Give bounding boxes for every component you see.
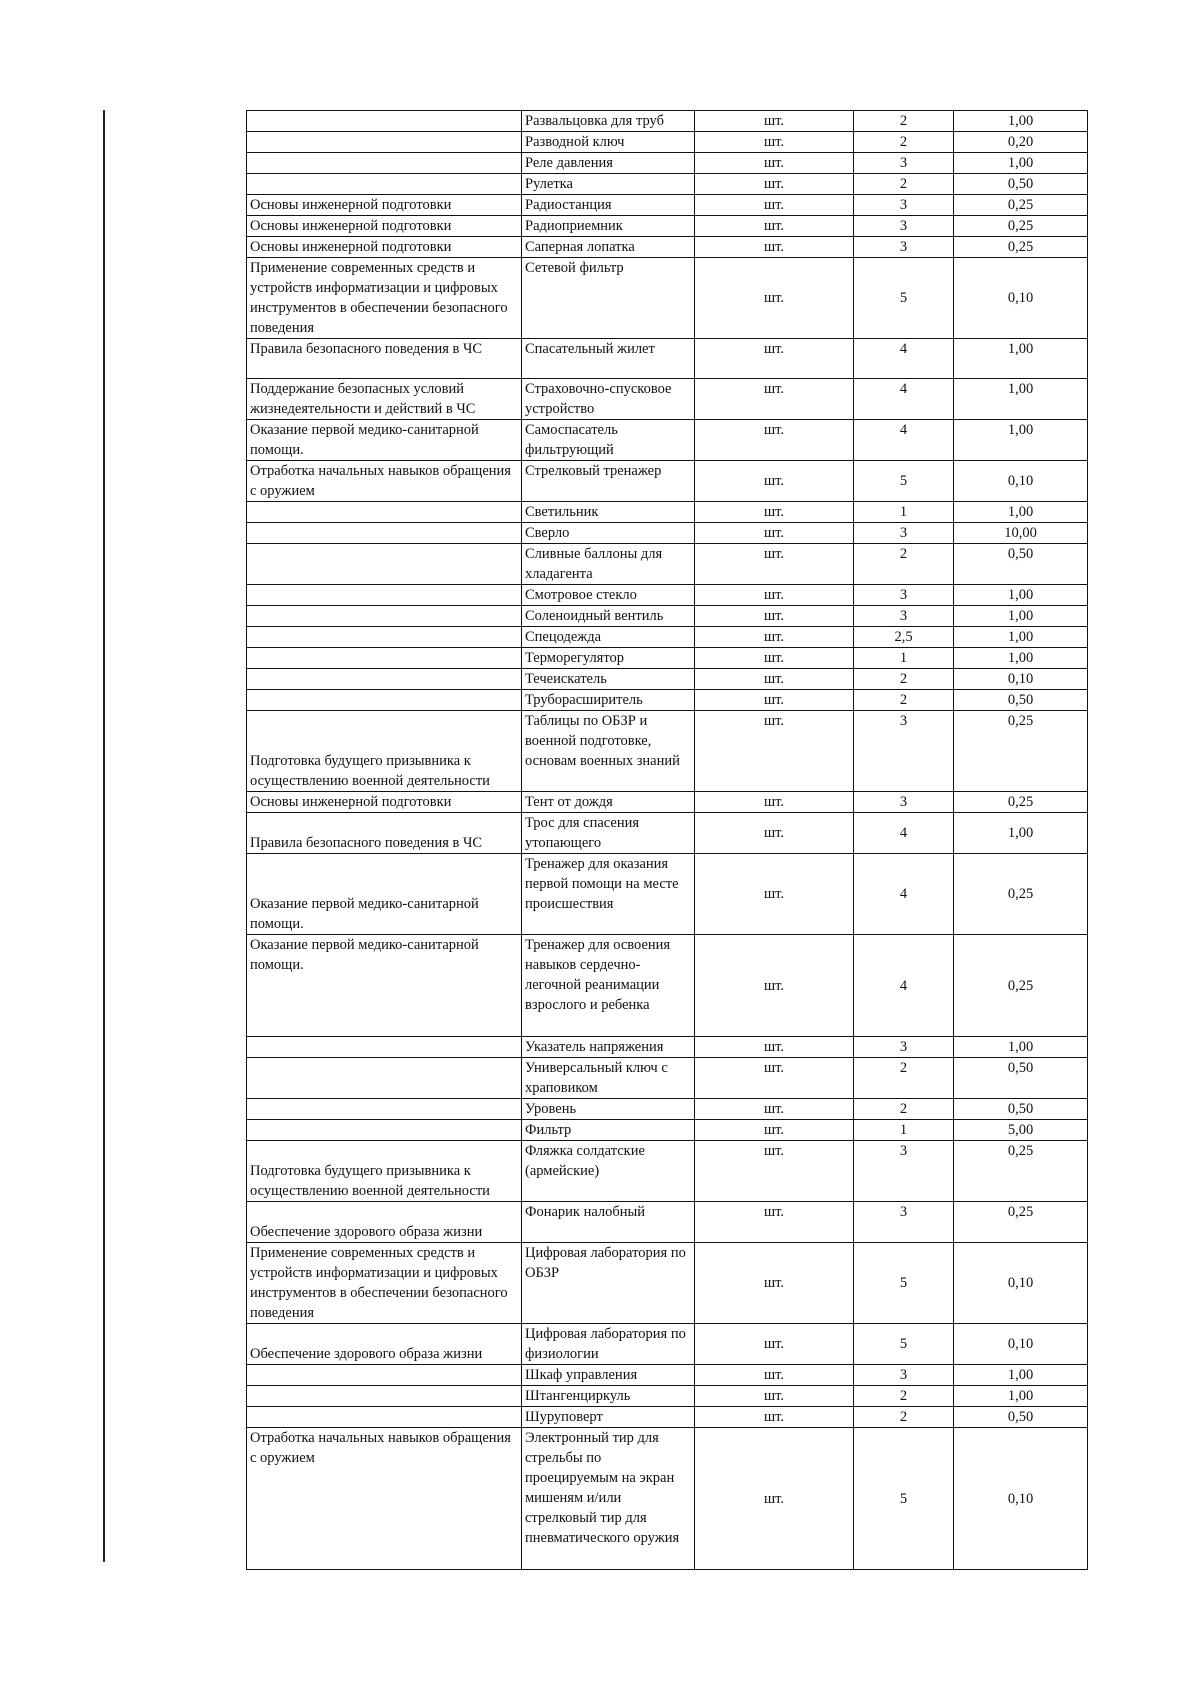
item-cell: Соленоидный вентиль	[522, 606, 695, 627]
coef-cell: 1,00	[954, 502, 1088, 523]
unit-cell: шт.	[695, 1365, 854, 1386]
item-cell: Развальцовка для труб	[522, 111, 695, 132]
qty-cell: 5	[854, 258, 954, 339]
qty-cell: 3	[854, 216, 954, 237]
item-cell: Трос для спасения утопающего	[522, 813, 695, 854]
table-row	[247, 1407, 1088, 1428]
coef-cell: 0,10	[954, 669, 1088, 690]
table-row	[247, 1202, 1088, 1243]
purpose-cell: Основы инженерной подготовки	[247, 216, 522, 237]
unit-cell: шт.	[695, 935, 854, 1037]
purpose-cell: Правила безопасного поведения в ЧС	[247, 339, 522, 379]
qty-cell: 2	[854, 1099, 954, 1120]
coef-cell: 0,10	[954, 1428, 1088, 1570]
table-row	[247, 792, 1088, 813]
item-cell: Рулетка	[522, 174, 695, 195]
unit-cell: шт.	[695, 792, 854, 813]
table-row	[247, 461, 1088, 502]
purpose-cell	[247, 1037, 522, 1058]
table-row	[247, 237, 1088, 258]
coef-cell: 0,10	[954, 461, 1088, 502]
table-row	[247, 813, 1088, 854]
table-row	[247, 132, 1088, 153]
unit-cell: шт.	[695, 711, 854, 792]
qty-cell: 4	[854, 339, 954, 379]
unit-cell: шт.	[695, 153, 854, 174]
item-cell: Разводной ключ	[522, 132, 695, 153]
table-row	[247, 1141, 1088, 1202]
qty-cell: 5	[854, 461, 954, 502]
unit-cell: шт.	[695, 237, 854, 258]
item-cell: Электронный тир для стрельбы по проецируемым на экран мишеням и/или стрелковый тир для пневматического оружия	[522, 1428, 695, 1570]
qty-cell: 2	[854, 174, 954, 195]
item-cell: Сверло	[522, 523, 695, 544]
table-row	[247, 544, 1088, 585]
purpose-cell	[247, 669, 522, 690]
coef-cell: 0,25	[954, 195, 1088, 216]
table-row	[247, 648, 1088, 669]
unit-cell: шт.	[695, 1120, 854, 1141]
qty-cell: 3	[854, 585, 954, 606]
unit-cell: шт.	[695, 1141, 854, 1202]
coef-cell: 0,50	[954, 690, 1088, 711]
purpose-cell	[247, 627, 522, 648]
unit-cell: шт.	[695, 854, 854, 935]
item-cell: Спасательный жилет	[522, 339, 695, 379]
qty-cell: 2	[854, 1407, 954, 1428]
item-cell: Штангенциркуль	[522, 1386, 695, 1407]
item-cell: Фонарик налобный	[522, 1202, 695, 1243]
table-row	[247, 195, 1088, 216]
coef-cell: 0,25	[954, 216, 1088, 237]
coef-cell: 1,00	[954, 585, 1088, 606]
purpose-cell	[247, 523, 522, 544]
coef-cell: 5,00	[954, 1120, 1088, 1141]
item-cell: Уровень	[522, 1099, 695, 1120]
unit-cell: шт.	[695, 544, 854, 585]
purpose-cell	[247, 648, 522, 669]
item-cell: Сливные баллоны для хладагента	[522, 544, 695, 585]
qty-cell: 1	[854, 1120, 954, 1141]
qty-cell: 3	[854, 195, 954, 216]
coef-cell: 0,10	[954, 1243, 1088, 1324]
coef-cell: 1,00	[954, 1365, 1088, 1386]
qty-cell: 3	[854, 1141, 954, 1202]
item-cell: Тент от дождя	[522, 792, 695, 813]
purpose-cell: Обеспечение здорового образа жизни	[247, 1324, 522, 1365]
unit-cell: шт.	[695, 585, 854, 606]
unit-cell: шт.	[695, 1202, 854, 1243]
qty-cell: 3	[854, 153, 954, 174]
table-row	[247, 258, 1088, 339]
purpose-cell	[247, 1120, 522, 1141]
unit-cell: шт.	[695, 502, 854, 523]
qty-cell: 3	[854, 1365, 954, 1386]
item-cell: Цифровая лаборатория по физиологии	[522, 1324, 695, 1365]
item-cell: Труборасширитель	[522, 690, 695, 711]
item-cell: Смотровое стекло	[522, 585, 695, 606]
unit-cell: шт.	[695, 1243, 854, 1324]
purpose-cell: Подготовка будущего призывника к осуществлению военной деятельности	[247, 1141, 522, 1202]
purpose-cell: Оказание первой медико-санитарной помощи.	[247, 420, 522, 461]
table-row	[247, 1037, 1088, 1058]
unit-cell: шт.	[695, 420, 854, 461]
item-cell: Терморегулятор	[522, 648, 695, 669]
qty-cell: 2	[854, 690, 954, 711]
table-row	[247, 216, 1088, 237]
purpose-cell	[247, 502, 522, 523]
table-row	[247, 153, 1088, 174]
unit-cell: шт.	[695, 1407, 854, 1428]
unit-cell: шт.	[695, 132, 854, 153]
coef-cell: 10,00	[954, 523, 1088, 544]
qty-cell: 1	[854, 648, 954, 669]
purpose-cell	[247, 1058, 522, 1099]
coef-cell: 0,50	[954, 1058, 1088, 1099]
table-row	[247, 379, 1088, 420]
purpose-cell	[247, 174, 522, 195]
unit-cell: шт.	[695, 813, 854, 854]
qty-cell: 5	[854, 1243, 954, 1324]
purpose-cell: Основы инженерной подготовки	[247, 237, 522, 258]
purpose-cell: Оказание первой медико-санитарной помощи.	[247, 854, 522, 935]
coef-cell: 0,50	[954, 544, 1088, 585]
coef-cell: 1,00	[954, 1037, 1088, 1058]
qty-cell: 4	[854, 379, 954, 420]
unit-cell: шт.	[695, 195, 854, 216]
unit-cell: шт.	[695, 461, 854, 502]
table-row	[247, 1365, 1088, 1386]
unit-cell: шт.	[695, 216, 854, 237]
coef-cell: 0,10	[954, 1324, 1088, 1365]
coef-cell: 0,25	[954, 854, 1088, 935]
table-row	[247, 690, 1088, 711]
item-cell: Светильник	[522, 502, 695, 523]
coef-cell: 0,50	[954, 1099, 1088, 1120]
item-cell: Шуруповерт	[522, 1407, 695, 1428]
qty-cell: 4	[854, 935, 954, 1037]
purpose-cell: Подготовка будущего призывника к осуществлению военной деятельности	[247, 711, 522, 792]
table-row	[247, 1120, 1088, 1141]
table-row	[247, 420, 1088, 461]
unit-cell: шт.	[695, 627, 854, 648]
coef-cell: 1,00	[954, 339, 1088, 379]
purpose-cell: Правила безопасного поведения в ЧС	[247, 813, 522, 854]
unit-cell: шт.	[695, 690, 854, 711]
item-cell: Страховочно-спусковое устройство	[522, 379, 695, 420]
purpose-cell: Применение современных средств и устройств информатизации и цифровых инструментов в обеспечении безопасного поведения	[247, 258, 522, 339]
coef-cell: 1,00	[954, 379, 1088, 420]
table-row	[247, 854, 1088, 935]
qty-cell: 5	[854, 1428, 954, 1570]
coef-cell: 0,25	[954, 711, 1088, 792]
item-cell: Указатель напряжения	[522, 1037, 695, 1058]
item-cell: Самоспасатель фильтрующий	[522, 420, 695, 461]
coef-cell: 1,00	[954, 813, 1088, 854]
purpose-cell: Оказание первой медико-санитарной помощи.	[247, 935, 522, 1037]
coef-cell: 1,00	[954, 111, 1088, 132]
unit-cell: шт.	[695, 1058, 854, 1099]
purpose-cell: Применение современных средств и устройств информатизации и цифровых инструментов в обеспечении безопасного поведения	[247, 1243, 522, 1324]
item-cell: Стрелковый тренажер	[522, 461, 695, 502]
purpose-cell: Отработка начальных навыков обращения с оружием	[247, 461, 522, 502]
qty-cell: 3	[854, 1202, 954, 1243]
item-cell: Фильтр	[522, 1120, 695, 1141]
qty-cell: 2,5	[854, 627, 954, 648]
unit-cell: шт.	[695, 1324, 854, 1365]
purpose-cell	[247, 1407, 522, 1428]
qty-cell: 5	[854, 1324, 954, 1365]
coef-cell: 0,25	[954, 792, 1088, 813]
purpose-cell	[247, 132, 522, 153]
unit-cell: шт.	[695, 258, 854, 339]
table-row	[247, 1099, 1088, 1120]
coef-cell: 1,00	[954, 627, 1088, 648]
table-row	[247, 502, 1088, 523]
qty-cell: 3	[854, 711, 954, 792]
unit-cell: шт.	[695, 339, 854, 379]
table-row	[247, 627, 1088, 648]
qty-cell: 2	[854, 132, 954, 153]
table-row	[247, 111, 1088, 132]
qty-cell: 1	[854, 502, 954, 523]
purpose-cell	[247, 544, 522, 585]
item-cell: Тренажер для освоения навыков сердечно-легочной реанимации взрослого и ребенка	[522, 935, 695, 1037]
item-cell: Саперная лопатка	[522, 237, 695, 258]
unit-cell: шт.	[695, 1099, 854, 1120]
coef-cell: 0,50	[954, 1407, 1088, 1428]
unit-cell: шт.	[695, 1037, 854, 1058]
qty-cell: 4	[854, 813, 954, 854]
purpose-cell: Основы инженерной подготовки	[247, 792, 522, 813]
qty-cell: 2	[854, 111, 954, 132]
table-row	[247, 1386, 1088, 1407]
unit-cell: шт.	[695, 669, 854, 690]
item-cell: Радиостанция	[522, 195, 695, 216]
unit-cell: шт.	[695, 1428, 854, 1570]
table-row	[247, 339, 1088, 379]
table-row	[247, 606, 1088, 627]
unit-cell: шт.	[695, 111, 854, 132]
coef-cell: 0,25	[954, 1141, 1088, 1202]
table-row	[247, 585, 1088, 606]
coef-cell: 1,00	[954, 153, 1088, 174]
item-cell: Радиоприемник	[522, 216, 695, 237]
qty-cell: 2	[854, 544, 954, 585]
qty-cell: 3	[854, 523, 954, 544]
coef-cell: 1,00	[954, 420, 1088, 461]
table-row	[247, 1243, 1088, 1324]
coef-cell: 0,10	[954, 258, 1088, 339]
item-cell: Течеискатель	[522, 669, 695, 690]
qty-cell: 4	[854, 854, 954, 935]
purpose-cell: Обеспечение здорового образа жизни	[247, 1202, 522, 1243]
item-cell: Спецодежда	[522, 627, 695, 648]
item-cell: Сетевой фильтр	[522, 258, 695, 339]
qty-cell: 2	[854, 1386, 954, 1407]
qty-cell: 4	[854, 420, 954, 461]
equipment-table-body	[247, 111, 1088, 1570]
qty-cell: 3	[854, 237, 954, 258]
purpose-cell: Поддержание безопасных условий жизнедеятельности и действий в ЧС	[247, 379, 522, 420]
coef-cell: 0,25	[954, 237, 1088, 258]
qty-cell: 2	[854, 1058, 954, 1099]
coef-cell: 0,50	[954, 174, 1088, 195]
purpose-cell	[247, 1386, 522, 1407]
item-cell: Цифровая лаборатория по ОБЗР	[522, 1243, 695, 1324]
coef-cell: 0,25	[954, 1202, 1088, 1243]
coef-cell: 1,00	[954, 606, 1088, 627]
page-margin-line	[103, 110, 105, 1562]
unit-cell: шт.	[695, 379, 854, 420]
coef-cell: 1,00	[954, 648, 1088, 669]
item-cell: Шкаф управления	[522, 1365, 695, 1386]
unit-cell: шт.	[695, 648, 854, 669]
equipment-table	[246, 110, 1088, 1570]
table-row	[247, 523, 1088, 544]
purpose-cell	[247, 153, 522, 174]
qty-cell: 3	[854, 792, 954, 813]
table-row	[247, 174, 1088, 195]
purpose-cell	[247, 1099, 522, 1120]
table-row	[247, 1058, 1088, 1099]
unit-cell: шт.	[695, 606, 854, 627]
table-row	[247, 1324, 1088, 1365]
item-cell: Реле давления	[522, 153, 695, 174]
item-cell: Таблицы по ОБЗР и военной подготовке, основам военных знаний	[522, 711, 695, 792]
purpose-cell	[247, 606, 522, 627]
item-cell: Тренажер для оказания первой помощи на месте происшествия	[522, 854, 695, 935]
qty-cell: 3	[854, 606, 954, 627]
purpose-cell: Отработка начальных навыков обращения с оружием	[247, 1428, 522, 1570]
unit-cell: шт.	[695, 1386, 854, 1407]
unit-cell: шт.	[695, 174, 854, 195]
table-row	[247, 935, 1088, 1037]
item-cell: Фляжка солдатские (армейские)	[522, 1141, 695, 1202]
qty-cell: 2	[854, 669, 954, 690]
purpose-cell	[247, 111, 522, 132]
purpose-cell	[247, 585, 522, 606]
coef-cell: 0,25	[954, 935, 1088, 1037]
item-cell: Универсальный ключ с храповиком	[522, 1058, 695, 1099]
coef-cell: 0,20	[954, 132, 1088, 153]
table-row	[247, 669, 1088, 690]
unit-cell: шт.	[695, 523, 854, 544]
table-row	[247, 711, 1088, 792]
purpose-cell	[247, 690, 522, 711]
qty-cell: 3	[854, 1037, 954, 1058]
table-row	[247, 1428, 1088, 1570]
purpose-cell: Основы инженерной подготовки	[247, 195, 522, 216]
coef-cell: 1,00	[954, 1386, 1088, 1407]
purpose-cell	[247, 1365, 522, 1386]
